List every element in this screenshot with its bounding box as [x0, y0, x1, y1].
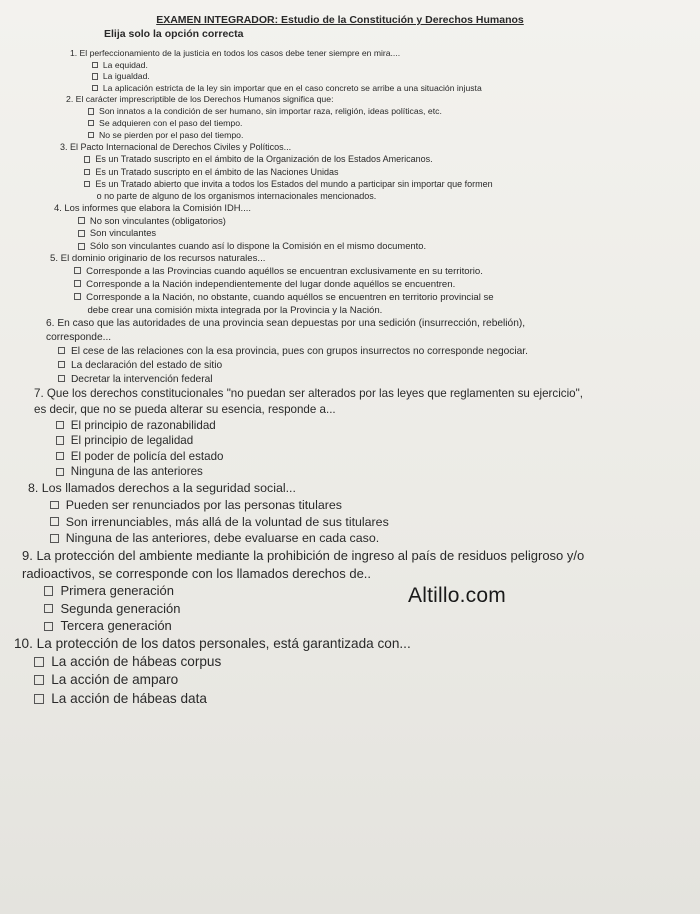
checkbox-icon[interactable] [78, 230, 85, 237]
question-7-option-c[interactable]: El poder de policía del estado [56, 449, 680, 465]
checkbox-icon[interactable] [34, 657, 44, 667]
checkbox-icon[interactable] [84, 181, 90, 187]
question-2 [66, 94, 680, 141]
checkbox-icon[interactable] [58, 361, 65, 368]
checkbox-icon[interactable] [74, 267, 81, 274]
question-9-text-continued: radioactivos, se corresponde con los llamados derechos de.. [22, 565, 372, 581]
checkbox-icon[interactable] [78, 217, 85, 224]
question-5-option-c-continued: debe crear una comisión mixta integrada por la Provincia y la Nación. [87, 304, 383, 316]
question-6-option-a[interactable]: El cese de las relaciones con la esa provincia, pues con grupos insurrectos no corresponde negociar. [58, 345, 680, 359]
question-6-text-continued: corresponde... [46, 332, 112, 344]
question-4-option-c[interactable]: Sólo son vinculantes cuando así lo dispone la Comisión en el mismo documento. [78, 240, 680, 253]
checkbox-icon[interactable] [58, 375, 65, 382]
question-2-option-b[interactable]: Se adquieren con el paso del tiempo. [88, 118, 680, 130]
question-5-option-b[interactable]: Corresponde a la Nación independientemente del lugar donde aquéllos se encuentren. [74, 279, 680, 292]
question-9-text: 9. La protección del ambiente mediante la prohibición de ingreso al país de residuos peligroso y/o [22, 548, 585, 564]
checkbox-icon[interactable] [50, 501, 59, 510]
checkbox-icon[interactable] [92, 62, 98, 68]
checkbox-icon[interactable] [78, 243, 85, 250]
question-1-option-b[interactable]: La igualdad. [92, 71, 680, 83]
question-3 [60, 141, 680, 202]
question-7-text: 7. Que los derechos constitucionales "no puedan ser alterados por las leyes que reglamenten su ejercicio", [34, 387, 583, 401]
checkbox-icon[interactable] [74, 280, 81, 287]
question-7-option-a[interactable]: El principio de razonabilidad [56, 418, 680, 434]
question-8-option-c[interactable]: Ninguna de las anteriores, debe evaluarse en cada caso. [50, 530, 680, 547]
checkbox-icon[interactable] [44, 622, 53, 631]
exam-title: EXAMEN INTEGRADOR: Estudio de la Constitución y Derechos Humanos [156, 14, 524, 26]
question-2-option-a[interactable]: Son innatos a la condición de ser humano, sin importar raza, religión, ideas políticas, etc. [88, 106, 680, 118]
question-3-option-a[interactable]: Es un Tratado suscripto en el ámbito de la Organización de los Estados Americanos. [84, 153, 680, 165]
exam-instructions: Elija solo la opción correcta [104, 28, 244, 40]
question-8 [28, 480, 680, 547]
site-watermark: Altillo.com [408, 584, 506, 607]
question-1-option-c[interactable]: La aplicación estricta de la ley sin importar que en el caso concreto se arribe a una situación injusta [92, 83, 680, 95]
question-7-option-d[interactable]: Ninguna de las anteriores [56, 464, 680, 480]
question-9-option-c[interactable]: Tercera generación [44, 617, 680, 635]
question-4-text: 4. Los informes que elabora la Comisión IDH.... [54, 202, 251, 214]
question-3-option-b[interactable]: Es un Tratado suscripto en el ámbito de las Naciones Unidas [84, 166, 680, 178]
checkbox-icon[interactable] [34, 675, 44, 685]
checkbox-icon[interactable] [44, 604, 53, 613]
question-5 [50, 253, 680, 318]
question-10 [14, 635, 680, 708]
checkbox-icon[interactable] [88, 120, 94, 126]
question-10-option-a[interactable]: La acción de hábeas corpus [34, 653, 680, 671]
question-6-option-b[interactable]: La declaración del estado de sitio [58, 359, 680, 373]
question-3-option-c-continued: o no parte de alguno de los organismos internacionales mencionados. [96, 190, 377, 201]
question-9-option-b[interactable]: Segunda generación [44, 600, 680, 618]
question-7 [34, 386, 680, 480]
question-4 [54, 202, 680, 253]
checkbox-icon[interactable] [88, 132, 94, 138]
question-1-option-a[interactable]: La equidad. [92, 60, 680, 72]
question-7-text-continued: es decir, que no se pueda alterar su esencia, responde a... [34, 402, 336, 416]
checkbox-icon[interactable] [50, 534, 59, 543]
checkbox-icon[interactable] [56, 436, 64, 444]
question-4-option-a[interactable]: No son vinculantes (obligatorios) [78, 215, 680, 228]
checkbox-icon[interactable] [84, 156, 90, 162]
checkbox-icon[interactable] [58, 347, 65, 354]
question-8-option-a[interactable]: Pueden ser renunciados por las personas titulares [50, 497, 680, 514]
checkbox-icon[interactable] [56, 452, 64, 460]
question-6-option-c[interactable]: Decretar la intervención federal [58, 373, 680, 387]
question-3-text: 3. El Pacto Internacional de Derechos Civiles y Políticos... [60, 142, 292, 153]
checkbox-icon[interactable] [74, 293, 81, 300]
checkbox-icon[interactable] [44, 586, 53, 595]
checkbox-icon[interactable] [84, 169, 90, 175]
question-5-option-c[interactable]: Corresponde a la Nación, no obstante, cuando aquéllos se encuentren en territorio provincial se [74, 292, 680, 305]
question-9 [22, 547, 680, 635]
checkbox-icon[interactable] [92, 85, 98, 91]
question-4-option-b[interactable]: Son vinculantes [78, 227, 680, 240]
question-9-option-a[interactable]: Primera generación [44, 582, 680, 600]
question-1 [70, 48, 680, 94]
question-6-text: 6. En caso que las autoridades de una provincia sean depuestas por una sedición (insurrección, rebelión), [46, 318, 526, 330]
question-5-option-a[interactable]: Corresponde a las Provincias cuando aquéllos se encuentran exclusivamente en su territorio. [74, 266, 680, 279]
question-8-option-b[interactable]: Son irrenunciables, más allá de la voluntad de sus titulares [50, 514, 680, 531]
checkbox-icon[interactable] [56, 421, 64, 429]
question-1-text: 1. El perfeccionamiento de la justicia en todos los casos debe tener siempre en mira.... [70, 48, 401, 58]
checkbox-icon[interactable] [88, 108, 94, 114]
question-10-text: 10. La protección de los datos personales, está garantizada con... [14, 635, 411, 651]
question-2-option-c[interactable]: No se pierden por el paso del tiempo. [88, 130, 680, 142]
checkbox-icon[interactable] [92, 73, 98, 79]
question-5-text: 5. El dominio originario de los recursos naturales... [50, 252, 266, 264]
question-3-option-c[interactable]: Es un Tratado abierto que invita a todos los Estados del mundo a participar sin importar que formen [84, 178, 680, 190]
question-10-option-b[interactable]: La acción de amparo [34, 671, 680, 689]
checkbox-icon[interactable] [56, 468, 64, 476]
checkbox-icon[interactable] [34, 694, 44, 704]
question-10-option-c[interactable]: La acción de hábeas data [34, 690, 680, 708]
question-2-text: 2. El carácter imprescriptible de los Derechos Humanos significa que: [66, 94, 334, 105]
question-8-text: 8. Los llamados derechos a la seguridad social... [28, 481, 296, 496]
question-7-option-b[interactable]: El principio de legalidad [56, 433, 680, 449]
checkbox-icon[interactable] [50, 517, 59, 526]
question-6 [46, 317, 680, 386]
